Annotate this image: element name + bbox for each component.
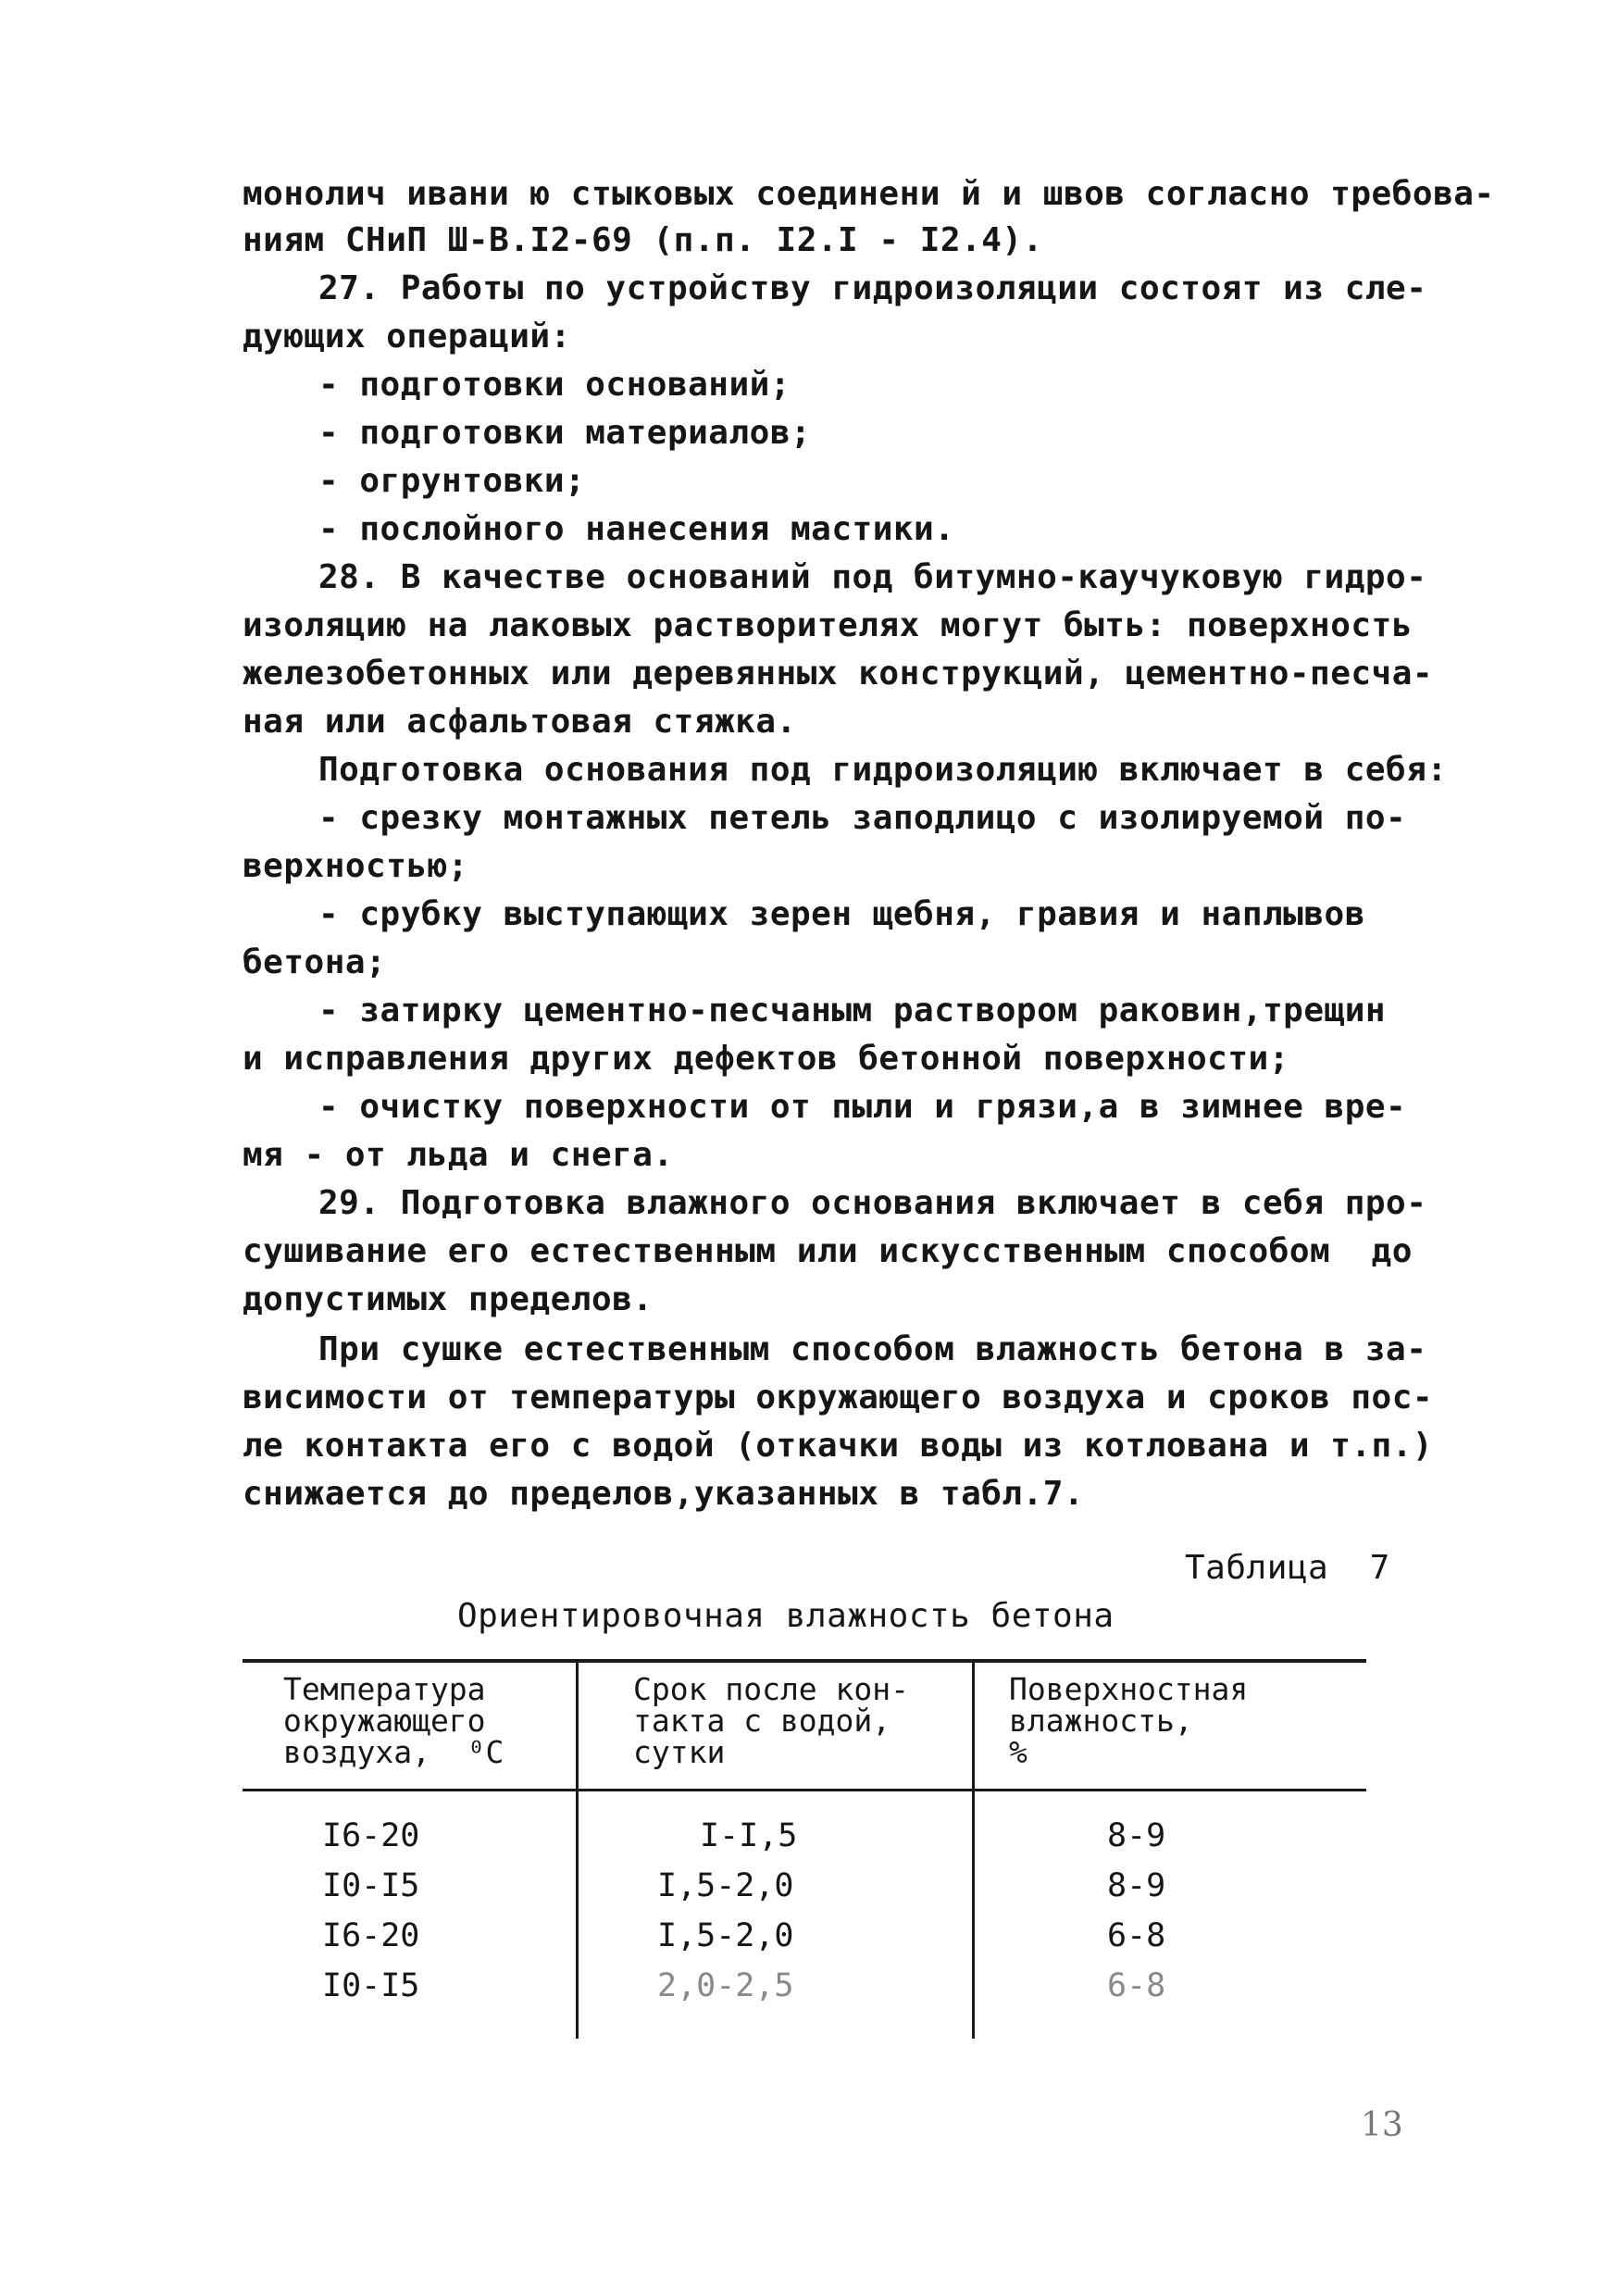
text-line: ле контакта его с водой (откачки воды из котлована и т.п.) [243, 1427, 1434, 1465]
text-line: 28. В качестве оснований под битумно-каучуковую гидро- [318, 558, 1427, 596]
table-header-term: Срок после кон- такта с водой, сутки [633, 1671, 910, 1770]
text-line: допустимых пределов. [243, 1280, 654, 1318]
page-number: 13 [1361, 2106, 1403, 2144]
list-item: - подготовки материалов; [318, 414, 812, 452]
list-item: - срубку выступающих зерен щебня, гравия и наплывов [318, 895, 1365, 933]
table-header-rule [243, 1789, 1366, 1791]
text-line: снижается до пределов,указанных в табл.7. [243, 1475, 1085, 1513]
text-line: изоляцию на лаковых растворителях могут быть: поверхность [243, 606, 1413, 644]
table-column-divider [972, 1661, 975, 2039]
text-line: Подготовка основания под гидроизоляцию включает в себя: [318, 751, 1448, 789]
text-line: верхностью; [243, 847, 468, 885]
list-item: - срезку монтажных петель заподлицо с изолируемой по- [318, 799, 1407, 837]
table-cell: I0-I5 [322, 1867, 420, 1904]
text-line: При сушке естественным способом влажность бетона в за- [318, 1330, 1427, 1368]
list-item: - послойного нанесения мастики. [318, 510, 955, 548]
text-line: сушивание его естественным или искусственным способом до [243, 1232, 1413, 1270]
table-cell: I0-I5 [322, 1967, 420, 2004]
table-cell: I,5-2,0 [657, 1867, 794, 1904]
table-header-moisture: Поверхностная влажность, % [1009, 1671, 1249, 1770]
text-line: висимости от температуры окружающего воздуха и сроков пос- [243, 1379, 1434, 1416]
list-item: - подготовки оснований; [318, 366, 791, 404]
list-item: - очистку поверхности от пыли и грязи,а в зимнее вре- [318, 1088, 1407, 1126]
text-line: и исправления других дефектов бетонной поверхности; [243, 1040, 1289, 1078]
table-top-rule [243, 1659, 1366, 1663]
text-line: монолич ивани ю стыковых соединени й и швов согласно требова- [243, 175, 1495, 213]
table-cell: 2,0-2,5 [657, 1967, 794, 2004]
table-cell: 6-8 [1107, 1967, 1166, 2004]
text-line: мя - от льда и снега. [243, 1136, 674, 1174]
text-line: ная или асфальтовая стяжка. [243, 703, 797, 741]
text-line: 29. Подготовка влажного основания включает в себя про- [318, 1184, 1427, 1222]
table-title: Ориентировочная влажность бетона [457, 1597, 1115, 1635]
table-cell: I-I,5 [700, 1817, 798, 1854]
table-header-temperature: Температура окружающего воздуха, ⁰С [283, 1671, 504, 1770]
text-line: 27. Работы по устройству гидроизоляции состоят из сле- [318, 269, 1427, 307]
table-cell: I6-20 [322, 1817, 420, 1854]
table-cell: I6-20 [322, 1917, 420, 1954]
text-line: железобетонных или деревянных конструкций, цементно-песча- [243, 655, 1434, 693]
table-cell: 8-9 [1107, 1867, 1166, 1904]
list-item: - огрунтовки; [318, 462, 586, 500]
table-cell: 8-9 [1107, 1817, 1166, 1854]
table-cell: I,5-2,0 [657, 1917, 794, 1954]
table-label: Таблица 7 [1185, 1549, 1390, 1587]
table-cell: 6-8 [1107, 1917, 1166, 1954]
list-item: - затирку цементно-песчаным раствором раковин,трещин [318, 992, 1387, 1029]
text-line: ниям СНиП Ш-В.I2-69 (п.п. I2.I - I2.4). [243, 221, 1043, 259]
text-line: бетона; [243, 943, 387, 981]
table-column-divider [576, 1661, 579, 2039]
text-line: дующих операций: [243, 318, 571, 356]
